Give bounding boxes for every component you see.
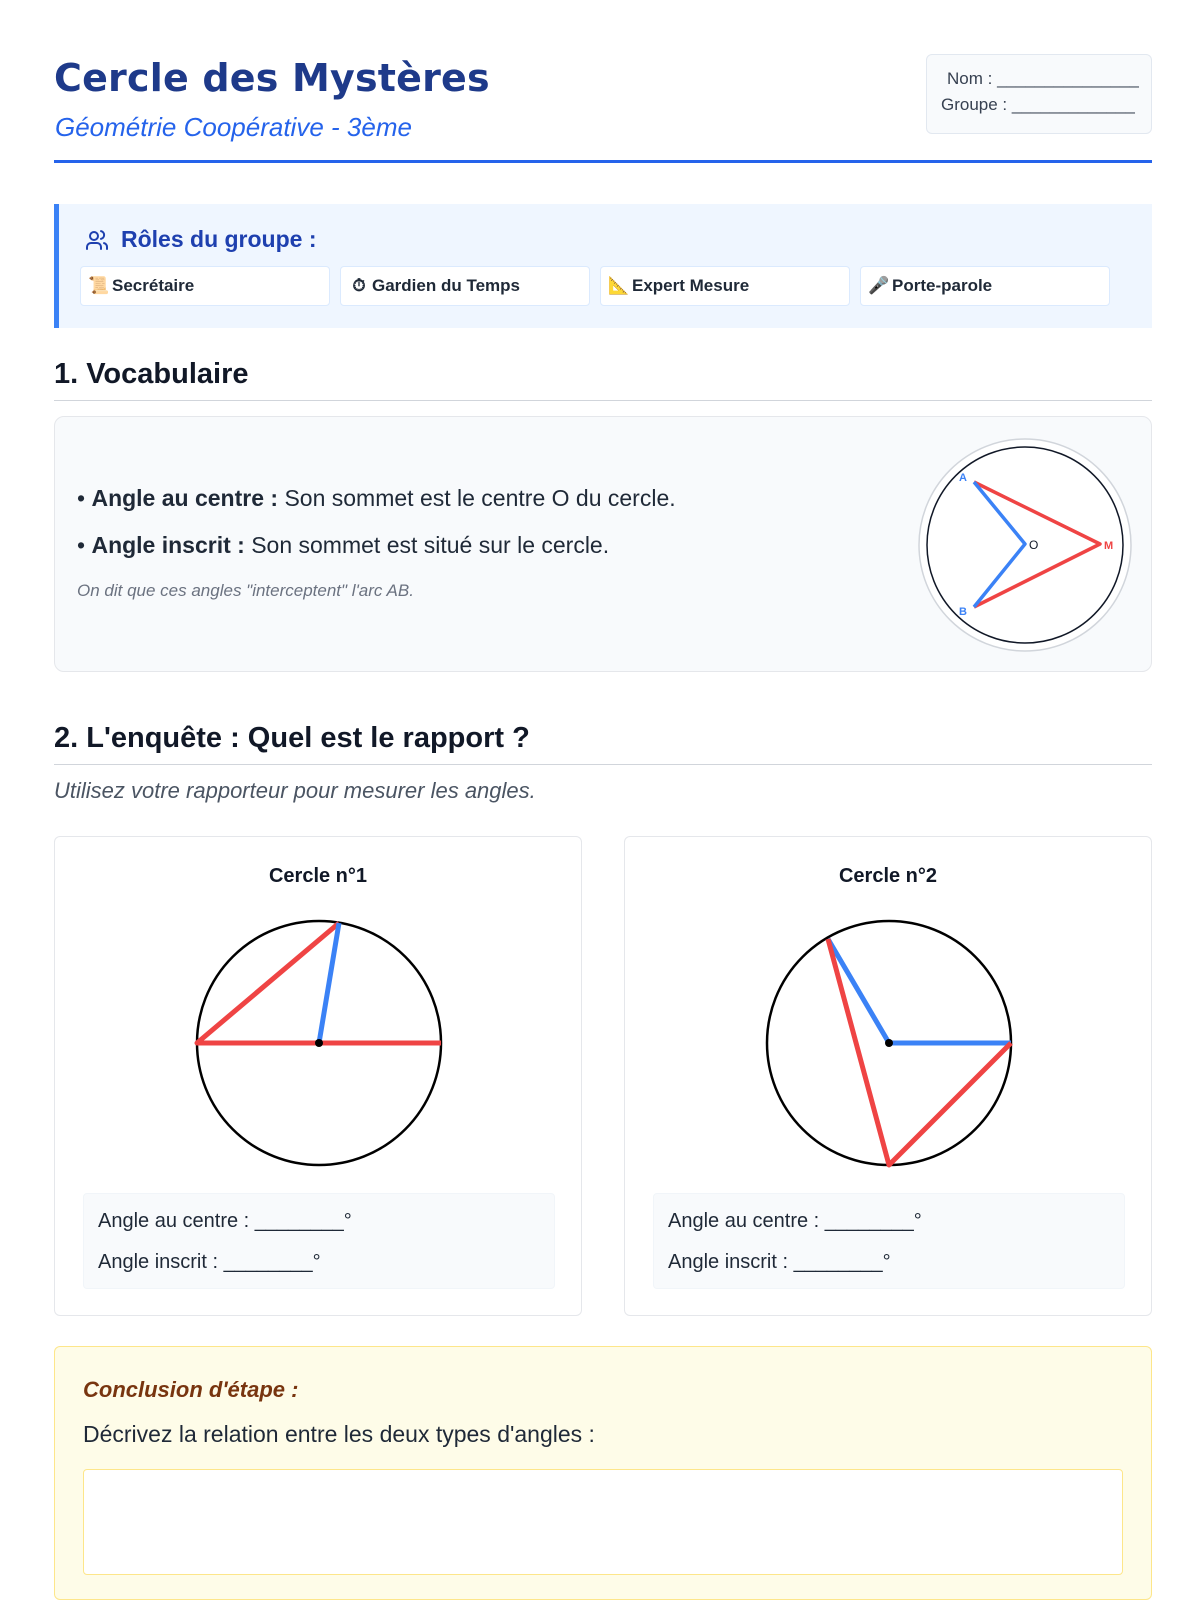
circle-card-1 xyxy=(54,836,582,1316)
conclusion-prompt: Décrivez la relation entre les deux types d'angles : xyxy=(83,1421,595,1447)
label-o: O xyxy=(1029,538,1039,552)
role-secretaire xyxy=(80,266,330,306)
vocabulary-figure xyxy=(917,437,1133,653)
inscribed-angle-lines xyxy=(197,923,441,1043)
central-angle-lines xyxy=(828,939,1011,1043)
bullet: • xyxy=(77,485,86,511)
label-a: A xyxy=(959,472,967,484)
circle-card-title: Cercle n°1 xyxy=(268,865,368,887)
circle-card-title: Cercle n°2 xyxy=(838,865,938,887)
name-row xyxy=(941,69,1151,95)
term-central-angle: Angle au centre : xyxy=(91,485,279,511)
vocabulary-note: On dit que ces angles "interceptent" l'arc AB. xyxy=(77,581,414,600)
definition-inscribed-angle xyxy=(77,532,609,559)
inscribed-angle-answer[interactable]: Angle inscrit : ________° xyxy=(668,1251,891,1273)
center-point xyxy=(885,1039,893,1047)
group-label: Groupe : xyxy=(941,95,1012,114)
label-b: B xyxy=(959,606,967,618)
section-divider xyxy=(54,764,1152,765)
measurement-answers xyxy=(653,1193,1125,1289)
circle-card-2 xyxy=(624,836,1152,1316)
section-divider xyxy=(54,400,1152,401)
inscribed-angle-lines xyxy=(828,939,1011,1165)
role-gardien-du-temps xyxy=(340,266,590,306)
page-title: Cercle des Mystères xyxy=(54,56,490,100)
section-investigation-title: 2. L'enquête : Quel est le rapport ? xyxy=(54,722,530,754)
group-row xyxy=(941,95,1151,121)
scroll-icon: 📜 xyxy=(88,276,110,295)
vocabulary-box xyxy=(54,416,1152,672)
role-label: Expert Mesure xyxy=(632,276,750,295)
definition-central-angle xyxy=(77,485,676,512)
conclusion-answer-field[interactable] xyxy=(83,1469,1123,1575)
roles-heading xyxy=(85,226,317,253)
role-label: Gardien du Temps xyxy=(372,276,520,295)
term-inscribed-angle: Angle inscrit : xyxy=(91,532,245,558)
definition-text: Son sommet est situé sur le cercle. xyxy=(244,532,610,558)
header-divider xyxy=(54,160,1152,163)
microphone-icon: 🎤 xyxy=(868,276,890,295)
users-icon xyxy=(85,228,109,252)
roles-panel xyxy=(54,204,1152,328)
central-angle-answer[interactable]: Angle au centre : ________° xyxy=(98,1210,352,1232)
name-field[interactable]: _______________ xyxy=(997,69,1139,88)
section-vocabulary-title: 1. Vocabulaire xyxy=(54,358,249,390)
definition-text: Son sommet est le centre O du cercle. xyxy=(278,485,676,511)
roles-title: Rôles du groupe : xyxy=(121,226,317,252)
role-porte-parole xyxy=(860,266,1110,306)
role-label: Secrétaire xyxy=(112,276,195,295)
circle-figure-2 xyxy=(759,913,1019,1173)
center-point xyxy=(315,1039,323,1047)
ruler-icon: 📐 xyxy=(608,276,630,295)
central-angle-line xyxy=(319,923,339,1043)
central-angle-answer[interactable]: Angle au centre : ________° xyxy=(668,1210,922,1232)
investigation-instruction: Utilisez votre rapporteur pour mesurer les angles. xyxy=(54,778,536,803)
name-label: Nom : xyxy=(947,69,998,88)
label-m: M xyxy=(1104,540,1114,552)
circle-figure-1 xyxy=(189,913,449,1173)
group-field[interactable]: _____________ xyxy=(1011,95,1135,114)
role-expert-mesure xyxy=(600,266,850,306)
student-id-box xyxy=(926,54,1152,134)
measurement-answers xyxy=(83,1193,555,1289)
role-label: Porte-parole xyxy=(892,276,993,295)
conclusion-title: Conclusion d'étape : xyxy=(83,1377,299,1402)
stopwatch-icon: ⏱ xyxy=(352,276,366,295)
inscribed-angle-answer[interactable]: Angle inscrit : ________° xyxy=(98,1251,321,1273)
page-subtitle: Géométrie Coopérative - 3ème xyxy=(55,112,412,142)
bullet: • xyxy=(77,532,86,558)
conclusion-box xyxy=(54,1346,1152,1600)
